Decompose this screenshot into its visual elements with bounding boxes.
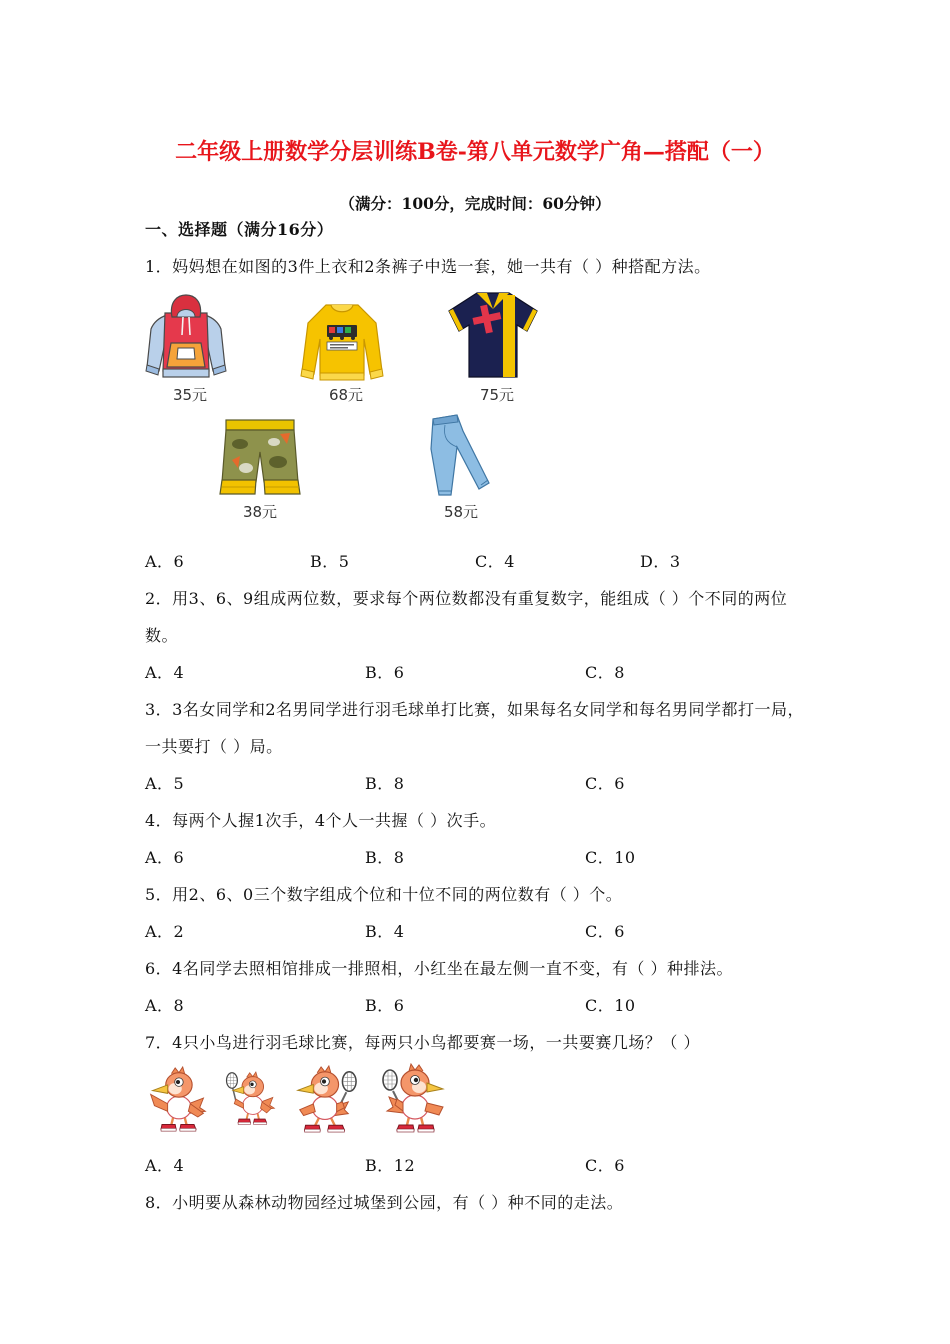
option-c: C．4 bbox=[475, 552, 515, 571]
clothing-figure bbox=[145, 285, 865, 543]
answer-options bbox=[145, 654, 865, 691]
bird-icon bbox=[145, 1065, 211, 1135]
option-b: B．12 bbox=[365, 1156, 416, 1175]
bird-with-racket-icon bbox=[225, 1063, 279, 1135]
hoodie-icon bbox=[145, 293, 227, 381]
option-a: A．6 bbox=[145, 848, 185, 867]
question-4 bbox=[145, 802, 865, 876]
option-b: B．8 bbox=[365, 848, 405, 867]
question-text: 数。 bbox=[145, 626, 179, 645]
question-text: 3．3名女同学和2名男同学进行羽毛球单打比赛，如果每名女同学和每名男同学都打一局， bbox=[145, 700, 805, 719]
question-5 bbox=[145, 876, 865, 950]
jeans-icon bbox=[427, 413, 491, 497]
question-text: 7．4只小鸟进行羽毛球比赛，每两只小鸟都要赛一场，一共要赛几场？（ ） bbox=[145, 1033, 700, 1052]
score-time-info: （满分：100分，完成时间：60分钟） bbox=[339, 194, 611, 213]
section-heading: 一、选择题（满分16分） bbox=[145, 220, 334, 239]
option-a: A．6 bbox=[145, 552, 185, 571]
bird-with-racket-icon bbox=[290, 1065, 358, 1135]
question-3 bbox=[145, 691, 865, 802]
option-a: A．2 bbox=[145, 922, 185, 941]
option-b: B．6 bbox=[365, 663, 405, 682]
question-6 bbox=[145, 950, 865, 1024]
question-1 bbox=[145, 248, 865, 580]
answer-options bbox=[145, 765, 865, 802]
question-7 bbox=[145, 1024, 865, 1184]
answer-options bbox=[145, 1147, 865, 1184]
option-b: B．4 bbox=[365, 922, 405, 941]
option-b: B．5 bbox=[310, 552, 350, 571]
question-text: 5．用2、6、0三个数字组成个位和十位不同的两位数有（ ）个。 bbox=[145, 885, 623, 904]
option-b: B．8 bbox=[365, 774, 405, 793]
option-b: B．6 bbox=[365, 996, 405, 1015]
question-2 bbox=[145, 580, 865, 691]
option-a: A．4 bbox=[145, 1156, 185, 1175]
option-c: C．6 bbox=[585, 1156, 625, 1175]
question-text: 4．每两个人握1次手，4个人一共握（ ）次手。 bbox=[145, 811, 497, 830]
option-c: C．8 bbox=[585, 663, 625, 682]
worksheet-content bbox=[145, 211, 865, 1221]
price-label: 38元 bbox=[242, 503, 278, 521]
question-text: 一共要打（ ）局。 bbox=[145, 737, 283, 756]
answer-options bbox=[145, 543, 865, 580]
price-label: 58元 bbox=[443, 503, 479, 521]
price-label: 75元 bbox=[479, 386, 515, 404]
answer-options bbox=[145, 913, 865, 950]
worksheet-title: 二年级上册数学分层训练B卷-第八单元数学广角—搭配（一） bbox=[175, 139, 775, 165]
option-c: C．10 bbox=[585, 996, 636, 1015]
option-a: A．4 bbox=[145, 663, 185, 682]
bird-with-racket-icon bbox=[379, 1063, 453, 1135]
question-text: 6．4名同学去照相馆排成一排照相，小红坐在最左侧一直不变，有（ ）种排法。 bbox=[145, 959, 733, 978]
sweater-icon bbox=[300, 297, 384, 383]
option-d: D．3 bbox=[640, 552, 681, 571]
option-a: A．8 bbox=[145, 996, 185, 1015]
question-text: 8．小明要从森林动物园经过城堡到公园，有（ ）种不同的走法。 bbox=[145, 1193, 624, 1212]
question-text: 1．妈妈想在如图的3件上衣和2条裤子中选一套，她一共有（ ）种搭配方法。 bbox=[145, 257, 711, 276]
birds-figure bbox=[145, 1061, 865, 1147]
price-label: 35元 bbox=[172, 386, 208, 404]
shorts-icon bbox=[218, 418, 302, 498]
price-label: 68元 bbox=[328, 386, 364, 404]
option-c: C．6 bbox=[585, 774, 625, 793]
question-text: 2．用3、6、9组成两位数，要求每个两位数都没有重复数字，能组成（ ）个不同的两位 bbox=[145, 589, 788, 608]
polo-shirt-icon bbox=[447, 289, 539, 381]
option-a: A．5 bbox=[145, 774, 185, 793]
answer-options bbox=[145, 987, 865, 1024]
question-8 bbox=[145, 1184, 865, 1221]
answer-options bbox=[145, 839, 865, 876]
option-c: C．6 bbox=[585, 922, 625, 941]
option-c: C．10 bbox=[585, 848, 636, 867]
